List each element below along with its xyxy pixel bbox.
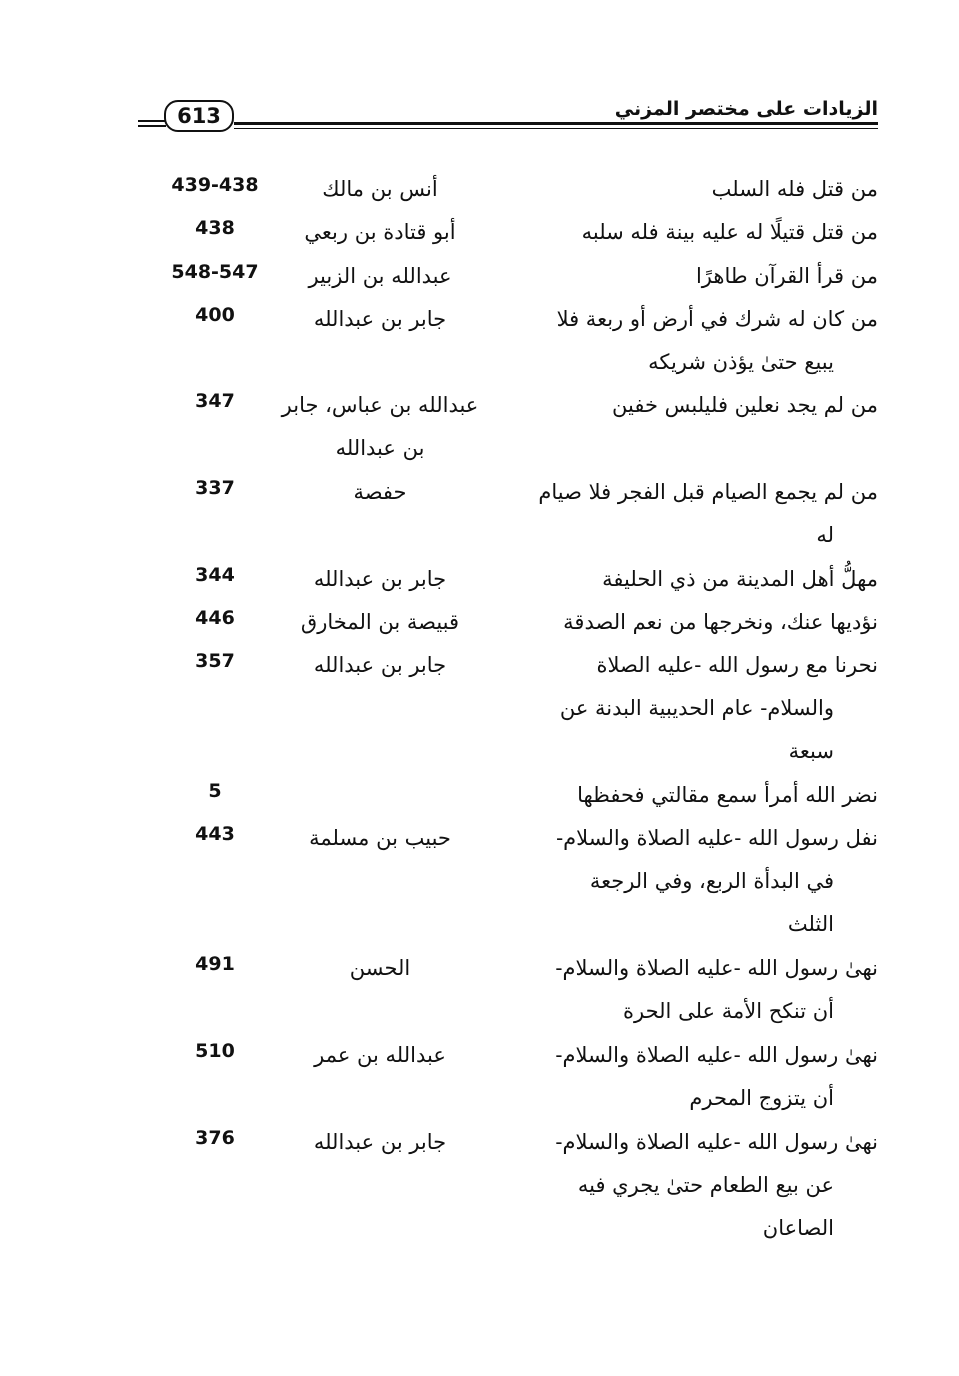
- hadith-text-line: من لم يجمع الصيام قبل الفجر فلا صيام: [538, 480, 878, 505]
- hadith-text: [518, 817, 878, 946]
- hadith-text-line: سبعة: [788, 739, 834, 764]
- hadith-text: [518, 774, 878, 817]
- hadith-text-line: يبيع حتىٰ يؤذن شريكه: [648, 349, 834, 374]
- page-reference: 376: [195, 1126, 235, 1149]
- index-entry: [150, 298, 878, 385]
- hadith-text-line: نؤديها عنك، ونخرجها من نعم الصدقة: [563, 609, 878, 634]
- narrator-line: قبيصة بن المخارق: [300, 609, 460, 634]
- hadith-text: [518, 601, 878, 644]
- narrator: [250, 168, 510, 211]
- narrator: [250, 601, 510, 644]
- narrator-line: بن عبدالله: [335, 436, 425, 461]
- narrator: [250, 947, 510, 990]
- hadith-text-line: أن تنكح الأمة على الحرة: [623, 999, 834, 1024]
- index-entry: [150, 255, 878, 298]
- hadith-text: [518, 644, 878, 773]
- header-rule-thin: [234, 128, 878, 129]
- index-entry: [150, 1121, 878, 1251]
- hadith-text-line: نفل رسول الله -عليه الصلاة والسلام-: [556, 826, 878, 851]
- index-entry: [150, 558, 878, 601]
- narrator-line: جابر بن عبدالله: [313, 306, 447, 331]
- index-entry: [150, 384, 878, 471]
- hadith-text-line: من قتل قتيلًا له عليه بينة فله سلبه: [581, 220, 878, 245]
- narrator-line: عبدالله بن عباس، جابر: [281, 393, 479, 418]
- hadith-text-line: من كان له شرك في أرض أو ربعة فلا: [556, 306, 878, 331]
- narrator-line: جابر بن عبدالله: [313, 1129, 447, 1154]
- hadith-text-line: نضر الله أمرأ سمع مقالتي فحفظها: [577, 783, 878, 808]
- index-entry: [150, 947, 878, 1034]
- page-reference: 443: [195, 823, 235, 846]
- hadith-text: [518, 211, 878, 254]
- narrator: [250, 1121, 510, 1164]
- page-reference: 357: [195, 650, 235, 673]
- narrator-line: أبو قتادة بن ربعي: [304, 220, 456, 245]
- narrator: [250, 384, 510, 470]
- page-reference: 347: [195, 390, 235, 413]
- hadith-text: [518, 298, 878, 384]
- narrator: [250, 1034, 510, 1077]
- index-entry: [150, 1034, 878, 1121]
- index-entry: [150, 211, 878, 254]
- page-header: [138, 94, 878, 134]
- hadith-text-line: من قرأ القرآن طاهرًا: [695, 263, 878, 288]
- index-entry: [150, 817, 878, 947]
- narrator: [250, 558, 510, 601]
- page-reference: 446: [195, 606, 235, 629]
- index-entry: [150, 168, 878, 211]
- hadith-text-line: من قتل فله السلب: [711, 177, 878, 201]
- narrator: [250, 644, 510, 687]
- hadith-text: [518, 384, 878, 427]
- narrator: [250, 471, 510, 514]
- header-rule-left-top: [138, 120, 166, 122]
- narrator-line: عبدالله بن الزبير: [308, 263, 452, 288]
- page-reference: 5: [208, 780, 222, 803]
- hadith-text-line: من لم يجد نعلين فليلبس خفين: [612, 393, 878, 418]
- hadith-text-line: مهلُّ أهل المدينة من ذي الحليفة: [602, 566, 878, 591]
- hadith-text-line: الثلث: [787, 912, 834, 937]
- hadith-text: [518, 947, 878, 1033]
- narrator: [250, 255, 510, 298]
- narrator-line: جابر بن عبدالله: [313, 653, 447, 678]
- hadith-text-line: نهىٰ رسول الله -عليه الصلاة والسلام-: [555, 1129, 878, 1154]
- hadith-text-line: نهىٰ رسول الله -عليه الصلاة والسلام-: [555, 956, 878, 981]
- header-rule-thick: [234, 122, 878, 125]
- page-reference: 438: [195, 217, 235, 240]
- page-reference: 510: [195, 1039, 235, 1062]
- index-entry: [150, 601, 878, 644]
- running-title: الزيادات على مختصر المزني: [614, 98, 878, 120]
- hadith-index-list: [150, 168, 878, 1250]
- hadith-text-line: نحرنا مع رسول الله -عليه الصلاة: [596, 653, 878, 678]
- page-number: 613: [164, 100, 234, 132]
- index-entry: [150, 774, 878, 817]
- hadith-text: [518, 168, 878, 211]
- hadith-text: [518, 558, 878, 601]
- narrator-line: حفصة: [353, 480, 407, 505]
- narrator-line: عبدالله بن عمر: [314, 1042, 446, 1067]
- hadith-text-line: والسلام- عام الحديبية البدنة عن: [559, 696, 834, 721]
- page-reference: 344: [195, 563, 235, 586]
- header-rule-left-bottom: [138, 125, 166, 127]
- narrator: [250, 298, 510, 341]
- page-reference: 491: [195, 953, 235, 976]
- narrator: [250, 817, 510, 860]
- page-reference: 439-438: [171, 174, 259, 196]
- hadith-text-line: عن بيع الطعام حتىٰ يجري فيه: [577, 1172, 834, 1197]
- index-entry: [150, 471, 878, 558]
- index-entry: [150, 644, 878, 774]
- narrator-line: الحسن: [349, 956, 411, 981]
- hadith-text-line: أن يتزوج المحرم: [689, 1085, 834, 1110]
- page-reference: 337: [195, 477, 235, 500]
- page-reference: 400: [195, 303, 235, 326]
- hadith-text-line: الصاعان: [762, 1215, 834, 1240]
- narrator-line: أنس بن مالك: [322, 177, 438, 201]
- hadith-text: [518, 471, 878, 557]
- hadith-text-line: له: [816, 523, 834, 548]
- hadith-text-line: نهىٰ رسول الله -عليه الصلاة والسلام-: [555, 1042, 878, 1067]
- hadith-text-line: في البدأة الربع، وفي الرجعة: [589, 869, 834, 894]
- narrator-line: حبيب بن مسلمة: [309, 826, 451, 851]
- page-reference: 548-547: [171, 260, 259, 283]
- narrator-line: جابر بن عبدالله: [313, 566, 447, 591]
- hadith-text: [518, 255, 878, 298]
- hadith-text: [518, 1034, 878, 1120]
- hadith-text: [518, 1121, 878, 1250]
- narrator: [250, 211, 510, 254]
